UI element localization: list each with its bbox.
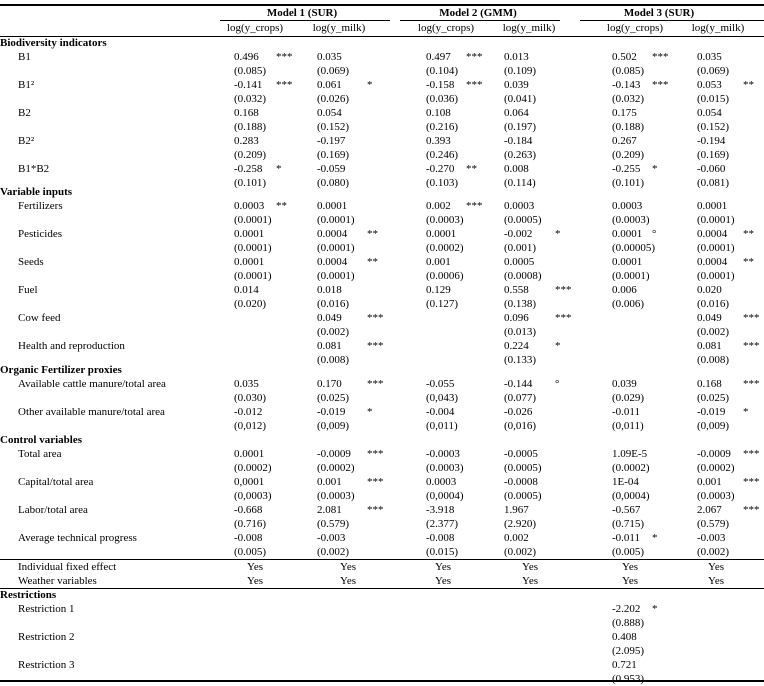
coefficient: 0.039 bbox=[504, 79, 529, 91]
coefficient: -0.158 bbox=[426, 79, 455, 91]
coefficient: -0.008 bbox=[426, 532, 455, 544]
coefficient: -0.184 bbox=[504, 135, 533, 147]
standard-error: (0.0001) bbox=[612, 270, 650, 282]
significance-stars: *** bbox=[652, 79, 669, 91]
restrictions-rule bbox=[0, 588, 764, 589]
standard-error: (0,009) bbox=[697, 420, 730, 432]
indicator-yes: Yes bbox=[521, 575, 539, 587]
coefficient: 0.0001 bbox=[234, 228, 265, 240]
coefficient: -0.059 bbox=[317, 163, 346, 175]
standard-error: (0.032) bbox=[234, 93, 267, 105]
fixed-effects-rule bbox=[0, 559, 764, 560]
coefficient: 0.0004 bbox=[697, 228, 728, 240]
standard-error: (0.069) bbox=[317, 65, 350, 77]
significance-stars: *** bbox=[743, 476, 760, 488]
standard-error: (0.016) bbox=[317, 298, 350, 310]
coefficient: 0.0001 bbox=[317, 200, 348, 212]
coefficient: 0.008 bbox=[504, 163, 529, 175]
dependent-variable-header: log(y_crops) bbox=[606, 22, 664, 34]
coefficient: -0.055 bbox=[426, 378, 455, 390]
standard-error: (0.077) bbox=[504, 392, 537, 404]
standard-error: (0.188) bbox=[234, 121, 267, 133]
coefficient: 0.0003 bbox=[612, 200, 643, 212]
standard-error: (0.0005) bbox=[504, 214, 542, 226]
significance-stars: *** bbox=[276, 79, 293, 91]
significance-stars: * bbox=[276, 163, 282, 175]
standard-error: (0.006) bbox=[612, 298, 645, 310]
standard-error: (0.133) bbox=[504, 354, 537, 366]
standard-error: (0.0003) bbox=[697, 490, 735, 502]
standard-error: (0.104) bbox=[426, 65, 459, 77]
standard-error: (0.0002) bbox=[697, 462, 735, 474]
standard-error: (0.103) bbox=[426, 177, 459, 189]
indicator-yes: Yes bbox=[339, 575, 357, 587]
row-label: Fuel bbox=[18, 284, 38, 296]
row-label: Labor/total area bbox=[18, 504, 88, 516]
standard-error: (0.127) bbox=[426, 298, 459, 310]
coefficient: 0.502 bbox=[612, 51, 637, 63]
dependent-variable-header: log(y_milk) bbox=[502, 22, 556, 34]
standard-error: (0.008) bbox=[317, 354, 350, 366]
coefficient: 0.408 bbox=[612, 631, 637, 643]
coefficient: 0.001 bbox=[697, 476, 722, 488]
standard-error: (0.0003) bbox=[426, 214, 464, 226]
standard-error: (0.579) bbox=[697, 518, 730, 530]
standard-error: (0.246) bbox=[426, 149, 459, 161]
significance-stars: *** bbox=[652, 51, 669, 63]
standard-error: (0,016) bbox=[504, 420, 537, 432]
coefficient: 0.018 bbox=[317, 284, 342, 296]
standard-error: (0.002) bbox=[697, 546, 730, 558]
standard-error: (0.008) bbox=[697, 354, 730, 366]
standard-error: (0,0004) bbox=[612, 490, 650, 502]
bottom-rule bbox=[0, 680, 764, 682]
standard-error: (0.209) bbox=[234, 149, 267, 161]
significance-stars: *** bbox=[743, 340, 760, 352]
coefficient: 0.129 bbox=[426, 284, 451, 296]
standard-error: (0.0001) bbox=[697, 242, 735, 254]
dependent-variable-header: log(y_crops) bbox=[417, 22, 475, 34]
coefficient: 0.049 bbox=[697, 312, 722, 324]
row-label: Individual fixed effect bbox=[18, 561, 117, 573]
coefficient: -0.567 bbox=[612, 504, 641, 516]
standard-error: (0.032) bbox=[612, 93, 645, 105]
standard-error: (0.101) bbox=[612, 177, 645, 189]
coefficient: 0.001 bbox=[426, 256, 451, 268]
coefficient: -0.0009 bbox=[697, 448, 731, 460]
standard-error: (0.0001) bbox=[317, 242, 355, 254]
standard-error: (0,0003) bbox=[234, 490, 272, 502]
coefficient: -0.060 bbox=[697, 163, 726, 175]
row-label: Pesticides bbox=[18, 228, 62, 240]
standard-error: (0.002) bbox=[697, 326, 730, 338]
coefficient: 0.721 bbox=[612, 659, 637, 671]
standard-error: (0.0002) bbox=[426, 242, 464, 254]
standard-error: (0.002) bbox=[317, 546, 350, 558]
row-label: Total area bbox=[18, 448, 62, 460]
coefficient: -0.141 bbox=[234, 79, 263, 91]
standard-error: (0,011) bbox=[426, 420, 458, 432]
standard-error: (2.095) bbox=[612, 645, 645, 657]
significance-stars: *** bbox=[367, 378, 384, 390]
dependent-variable-header: log(y_milk) bbox=[312, 22, 366, 34]
row-label: Fertilizers bbox=[18, 200, 63, 212]
standard-error: (0.030) bbox=[234, 392, 267, 404]
coefficient: 0.168 bbox=[234, 107, 259, 119]
standard-error: (0.953) bbox=[612, 673, 645, 685]
coefficient: 0.049 bbox=[317, 312, 342, 324]
standard-error: (0.080) bbox=[317, 177, 350, 189]
row-label: Cow feed bbox=[18, 312, 61, 324]
row-label: Other available manure/total area bbox=[18, 406, 165, 418]
significance-stars: *** bbox=[743, 378, 760, 390]
significance-stars: *** bbox=[743, 312, 760, 324]
standard-error: (0.0001) bbox=[317, 270, 355, 282]
standard-error: (0.0005) bbox=[504, 462, 542, 474]
standard-error: (0.169) bbox=[697, 149, 730, 161]
coefficient: 0.006 bbox=[612, 284, 637, 296]
coefficient: -0.143 bbox=[612, 79, 641, 91]
standard-error: (2.377) bbox=[426, 518, 459, 530]
coefficient: -0.197 bbox=[317, 135, 346, 147]
indicator-yes: Yes bbox=[246, 575, 264, 587]
significance-stars: *** bbox=[367, 312, 384, 324]
significance-stars: *** bbox=[466, 51, 483, 63]
dependent-variable-header: log(y_milk) bbox=[691, 22, 745, 34]
indicator-yes: Yes bbox=[621, 575, 639, 587]
standard-error: (0.016) bbox=[697, 298, 730, 310]
section-title: Biodiversity indicators bbox=[0, 37, 107, 49]
standard-error: (0.0001) bbox=[234, 242, 272, 254]
coefficient: 0.168 bbox=[697, 378, 722, 390]
coefficient: 0.0004 bbox=[317, 256, 348, 268]
indicator-yes: Yes bbox=[434, 575, 452, 587]
section-title: Restrictions bbox=[0, 589, 57, 601]
standard-error: (0.013) bbox=[504, 326, 537, 338]
coefficient: 1E-04 bbox=[612, 476, 639, 488]
coefficient: -0.008 bbox=[234, 532, 263, 544]
top-rule bbox=[0, 4, 764, 6]
row-label: Seeds bbox=[18, 256, 44, 268]
significance-stars: *** bbox=[743, 448, 760, 460]
standard-error: (0,043) bbox=[426, 392, 459, 404]
coefficient: -0.011 bbox=[612, 406, 641, 418]
significance-stars: * bbox=[652, 532, 658, 544]
coefficient: -0.255 bbox=[612, 163, 641, 175]
model-header: Model 2 (GMM) bbox=[439, 7, 517, 19]
standard-error: (0.025) bbox=[317, 392, 350, 404]
significance-stars: * bbox=[555, 340, 561, 352]
significance-stars: ** bbox=[367, 228, 378, 240]
standard-error: (0.263) bbox=[504, 149, 537, 161]
coefficient: 0.081 bbox=[697, 340, 722, 352]
row-label: Weather variables bbox=[18, 575, 97, 587]
standard-error: (0.0003) bbox=[426, 462, 464, 474]
significance-stars: *** bbox=[743, 504, 760, 516]
standard-error: (0,009) bbox=[317, 420, 350, 432]
coefficient: -0.019 bbox=[317, 406, 346, 418]
coefficient: 0.013 bbox=[504, 51, 529, 63]
significance-stars: *** bbox=[466, 79, 483, 91]
coefficient: -0.011 bbox=[612, 532, 641, 544]
standard-error: (0.109) bbox=[504, 65, 537, 77]
coefficient: 0.0004 bbox=[317, 228, 348, 240]
significance-stars: * bbox=[367, 79, 373, 91]
standard-error: (0.169) bbox=[317, 149, 350, 161]
standard-error: (0.085) bbox=[234, 65, 267, 77]
coefficient: -0.194 bbox=[697, 135, 726, 147]
standard-error: (0,011) bbox=[612, 420, 644, 432]
coefficient: -0.026 bbox=[504, 406, 533, 418]
standard-error: (0.888) bbox=[612, 617, 645, 629]
standard-error: (0,012) bbox=[234, 420, 267, 432]
standard-error: (0.020) bbox=[234, 298, 267, 310]
coefficient: -0.0003 bbox=[426, 448, 460, 460]
standard-error: (0.0002) bbox=[612, 462, 650, 474]
standard-error: (0.001) bbox=[504, 242, 537, 254]
significance-stars: * bbox=[367, 406, 373, 418]
coefficient: -0.144 bbox=[504, 378, 533, 390]
standard-error: (0.579) bbox=[317, 518, 350, 530]
coefficient: 0.283 bbox=[234, 135, 259, 147]
standard-error: (0.197) bbox=[504, 121, 537, 133]
standard-error: (0,0004) bbox=[426, 490, 464, 502]
coefficient: 0.0003 bbox=[504, 200, 535, 212]
standard-error: (0.0001) bbox=[697, 214, 735, 226]
row-label: Capital/total area bbox=[18, 476, 94, 488]
standard-error: (0.0002) bbox=[317, 462, 355, 474]
significance-stars: * bbox=[555, 228, 561, 240]
significance-stars: ** bbox=[743, 79, 754, 91]
coefficient: 0.035 bbox=[234, 378, 259, 390]
restriction-label: Restriction 3 bbox=[18, 659, 75, 671]
standard-error: (0.0001) bbox=[697, 270, 735, 282]
coefficient: 0.0005 bbox=[504, 256, 535, 268]
standard-error: (0.0001) bbox=[234, 270, 272, 282]
standard-error: (0.069) bbox=[697, 65, 730, 77]
model-header: Model 3 (SUR) bbox=[623, 7, 695, 19]
standard-error: (0.209) bbox=[612, 149, 645, 161]
coefficient: 1.09E-5 bbox=[612, 448, 648, 460]
row-label: B1*B2 bbox=[18, 163, 50, 175]
standard-error: (0.026) bbox=[317, 93, 350, 105]
coefficient: 0.0001 bbox=[612, 228, 643, 240]
row-label: B1 bbox=[18, 51, 31, 63]
coefficient: 0.0001 bbox=[234, 448, 265, 460]
coefficient: 0.558 bbox=[504, 284, 529, 296]
coefficient: -0.0008 bbox=[504, 476, 538, 488]
standard-error: (0.715) bbox=[612, 518, 645, 530]
significance-stars: ° bbox=[555, 378, 560, 390]
indicator-yes: Yes bbox=[707, 561, 725, 573]
significance-stars: *** bbox=[367, 476, 384, 488]
coefficient: 0.054 bbox=[697, 107, 722, 119]
coefficient: -0.004 bbox=[426, 406, 455, 418]
coefficient: 0.081 bbox=[317, 340, 342, 352]
indicator-yes: Yes bbox=[339, 561, 357, 573]
coefficient: -0.0009 bbox=[317, 448, 351, 460]
coefficient: -0.668 bbox=[234, 504, 263, 516]
significance-stars: *** bbox=[367, 504, 384, 516]
coefficient: -0.003 bbox=[317, 532, 346, 544]
coefficient: 0.224 bbox=[504, 340, 529, 352]
significance-stars: * bbox=[652, 603, 658, 615]
standard-error: (0.00005) bbox=[612, 242, 656, 254]
standard-error: (0.138) bbox=[504, 298, 537, 310]
row-label: B2² bbox=[18, 135, 35, 147]
coefficient: 0.497 bbox=[426, 51, 451, 63]
coefficient: -0.0005 bbox=[504, 448, 538, 460]
coefficient: -0.019 bbox=[697, 406, 726, 418]
coefficient: -0.003 bbox=[697, 532, 726, 544]
row-label: Average technical progress bbox=[18, 532, 137, 544]
coefficient: 0.108 bbox=[426, 107, 451, 119]
indicator-yes: Yes bbox=[434, 561, 452, 573]
significance-stars: ** bbox=[367, 256, 378, 268]
coefficient: 0.175 bbox=[612, 107, 637, 119]
coefficient: 0.035 bbox=[317, 51, 342, 63]
restriction-label: Restriction 2 bbox=[18, 631, 75, 643]
section-title: Variable inputs bbox=[0, 186, 73, 198]
standard-error: (0.005) bbox=[234, 546, 267, 558]
coefficient: 0.0001 bbox=[697, 200, 728, 212]
indicator-yes: Yes bbox=[707, 575, 725, 587]
standard-error: (0.152) bbox=[697, 121, 730, 133]
coefficient: 0.096 bbox=[504, 312, 529, 324]
standard-error: (0.015) bbox=[426, 546, 459, 558]
coefficient: 0.035 bbox=[697, 51, 722, 63]
dependent-variable-header: log(y_crops) bbox=[226, 22, 284, 34]
standard-error: (2.920) bbox=[504, 518, 537, 530]
significance-stars: ** bbox=[743, 256, 754, 268]
coefficient: 0.267 bbox=[612, 135, 637, 147]
coefficient: 0.0001 bbox=[612, 256, 643, 268]
coefficient: 0.061 bbox=[317, 79, 342, 91]
coefficient: 0.054 bbox=[317, 107, 342, 119]
row-label: Health and reproduction bbox=[18, 340, 125, 352]
significance-stars: ** bbox=[743, 228, 754, 240]
standard-error: (0.002) bbox=[317, 326, 350, 338]
coefficient: -2.202 bbox=[612, 603, 641, 615]
row-label: B2 bbox=[18, 107, 31, 119]
restriction-label: Restriction 1 bbox=[18, 603, 75, 615]
model-3-underline bbox=[580, 20, 764, 21]
indicator-yes: Yes bbox=[521, 561, 539, 573]
significance-stars: *** bbox=[276, 51, 293, 63]
standard-error: (0.0006) bbox=[426, 270, 464, 282]
significance-stars: ** bbox=[276, 200, 287, 212]
indicator-yes: Yes bbox=[621, 561, 639, 573]
indicator-yes: Yes bbox=[246, 561, 264, 573]
coefficient: 0.001 bbox=[317, 476, 342, 488]
coefficient: 2.067 bbox=[697, 504, 722, 516]
row-label: B1² bbox=[18, 79, 35, 91]
coefficient: -0.258 bbox=[234, 163, 263, 175]
significance-stars: *** bbox=[367, 448, 384, 460]
standard-error: (0.152) bbox=[317, 121, 350, 133]
significance-stars: *** bbox=[555, 284, 572, 296]
coefficient: 0.053 bbox=[697, 79, 722, 91]
standard-error: (0.0005) bbox=[504, 490, 542, 502]
significance-stars: *** bbox=[466, 200, 483, 212]
model-2-underline bbox=[400, 20, 560, 21]
coefficient: 0.039 bbox=[612, 378, 637, 390]
significance-stars: *** bbox=[367, 340, 384, 352]
standard-error: (0.005) bbox=[612, 546, 645, 558]
coefficient: 0.393 bbox=[426, 135, 451, 147]
coefficient: 0.0003 bbox=[426, 476, 457, 488]
coefficient: 0.002 bbox=[504, 532, 529, 544]
coefficient: 2.081 bbox=[317, 504, 342, 516]
section-title: Control variables bbox=[0, 434, 82, 446]
standard-error: (0.002) bbox=[504, 546, 537, 558]
standard-error: (0.716) bbox=[234, 518, 267, 530]
standard-error: (0.041) bbox=[504, 93, 537, 105]
standard-error: (0.114) bbox=[504, 177, 536, 189]
coefficient: 0.496 bbox=[234, 51, 259, 63]
coefficient: -0.012 bbox=[234, 406, 263, 418]
standard-error: (0.101) bbox=[234, 177, 267, 189]
coefficient: 0.0003 bbox=[234, 200, 265, 212]
standard-error: (0.188) bbox=[612, 121, 645, 133]
standard-error: (0.036) bbox=[426, 93, 459, 105]
standard-error: (0.085) bbox=[612, 65, 645, 77]
standard-error: (0.0003) bbox=[612, 214, 650, 226]
coefficient: -0.270 bbox=[426, 163, 455, 175]
coefficient: 0.170 bbox=[317, 378, 342, 390]
standard-error: (0.216) bbox=[426, 121, 459, 133]
standard-error: (0.025) bbox=[697, 392, 730, 404]
model-header: Model 1 (SUR) bbox=[266, 7, 338, 19]
row-label: Available cattle manure/total area bbox=[18, 378, 166, 390]
standard-error: (0.0008) bbox=[504, 270, 542, 282]
standard-error: (0.0001) bbox=[234, 214, 272, 226]
standard-error: (0.029) bbox=[612, 392, 645, 404]
model-1-underline bbox=[220, 20, 390, 21]
coefficient: 0,0001 bbox=[234, 476, 265, 488]
significance-stars: ** bbox=[466, 163, 477, 175]
standard-error: (0.0002) bbox=[234, 462, 272, 474]
coefficient: 0.0001 bbox=[426, 228, 457, 240]
significance-stars: * bbox=[743, 406, 749, 418]
standard-error: (0.0001) bbox=[317, 214, 355, 226]
coefficient: -0.002 bbox=[504, 228, 533, 240]
standard-error: (0.015) bbox=[697, 93, 730, 105]
significance-stars: ° bbox=[652, 228, 657, 240]
significance-stars: * bbox=[652, 163, 658, 175]
coefficient: 1.967 bbox=[504, 504, 529, 516]
coefficient: 0.020 bbox=[697, 284, 722, 296]
coefficient: 0.014 bbox=[234, 284, 259, 296]
coefficient: 0.0001 bbox=[234, 256, 265, 268]
standard-error: (0.081) bbox=[697, 177, 730, 189]
coefficient: 0.0004 bbox=[697, 256, 728, 268]
standard-error: (0.0003) bbox=[317, 490, 355, 502]
coefficient: 0.064 bbox=[504, 107, 529, 119]
coefficient: 0.002 bbox=[426, 200, 451, 212]
section-title: Organic Fertilizer proxies bbox=[0, 364, 122, 376]
significance-stars: *** bbox=[555, 312, 572, 324]
coefficient: -3.918 bbox=[426, 504, 455, 516]
header-rule bbox=[0, 36, 764, 37]
